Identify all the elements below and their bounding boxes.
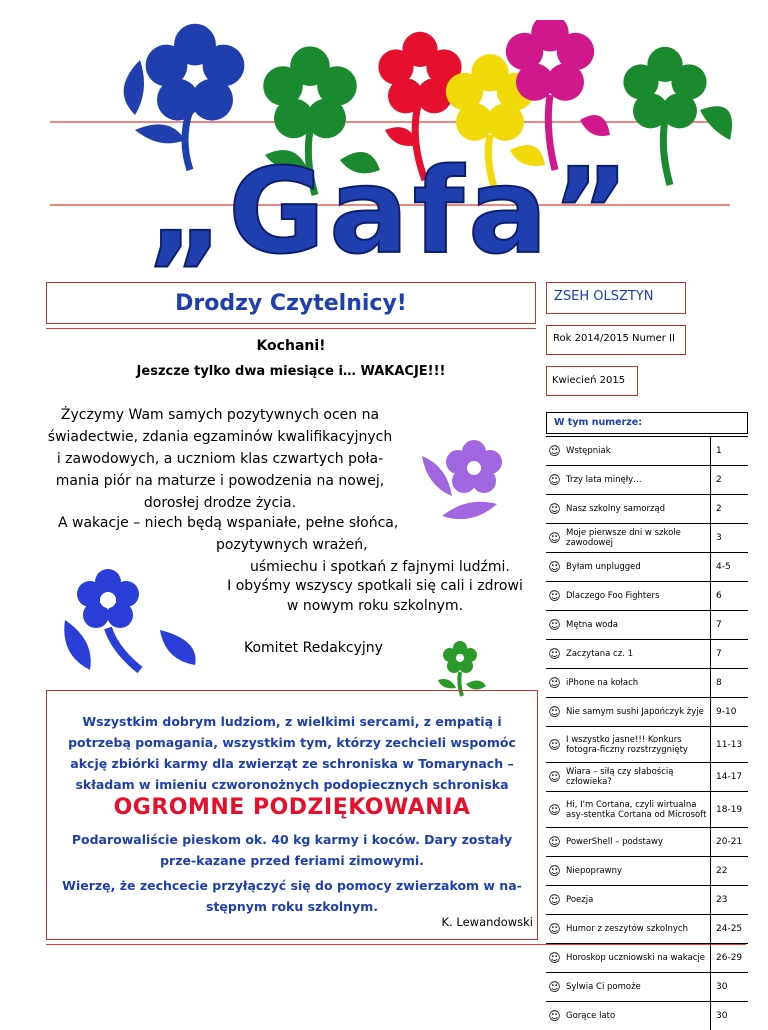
smiley-icon: ☺	[546, 828, 563, 857]
toc-row[interactable]	[546, 727, 748, 763]
smiley-icon: ☺	[546, 944, 563, 973]
toc-title: I wszystko jasne!!! Konkurs fotogra-ficzny rozstrzygnięty	[563, 727, 711, 763]
toc-page: 7	[711, 611, 749, 640]
toc-row[interactable]	[546, 553, 748, 582]
greeting-heading-box	[46, 282, 536, 324]
greeting-heading: Drodzy Czytelnicy!	[47, 291, 535, 316]
toc-title: Gorące lato	[563, 1002, 711, 1030]
toc-row[interactable]	[546, 524, 748, 553]
smiley-icon: ☺	[546, 611, 563, 640]
smiley-icon: ☺	[546, 857, 563, 886]
toc-title: Sylwia Ci pomoże	[563, 973, 711, 1002]
toc-page: 14-17	[711, 763, 749, 792]
toc-row[interactable]	[546, 698, 748, 727]
thanks-heading: OGROMNE PODZIĘKOWANIA	[47, 795, 537, 820]
toc-title: Horoskop uczniowski na wakacje	[563, 944, 711, 973]
thanks-box	[46, 690, 538, 940]
holiday-line: pozytywnych wrażeń,	[46, 534, 526, 556]
toc-page: 26-29	[711, 944, 749, 973]
smiley-icon: ☺	[546, 640, 563, 669]
toc-title: Mętna woda	[563, 611, 711, 640]
issue-number: Rok 2014/2015 Numer II	[553, 333, 675, 344]
toc-title: Nasz szkolny samorząd	[563, 495, 711, 524]
smiley-icon: ☺	[546, 495, 563, 524]
smiley-icon: ☺	[546, 466, 563, 495]
smiley-icon: ☺	[546, 973, 563, 1002]
toc-row[interactable]	[546, 495, 748, 524]
toc-row[interactable]	[546, 582, 748, 611]
toc-title: Wstępniak	[563, 437, 711, 466]
thanks-body-donation: Podarowaliście pieskom ok. 40 kg karmy i koców. Dary zostały prze-kazane przed feriami zimowymi.	[53, 829, 531, 871]
school-name: ZSEH OLSZTYN	[554, 289, 654, 304]
toc-page: 18-19	[711, 792, 749, 828]
wish-line: świadectwie, zdania egzaminów kwalifikacyjnych	[30, 426, 410, 448]
toc-title: Trzy lata minęły…	[563, 466, 711, 495]
wish-line: i zawodowych, a uczniom klas czwartych poła-	[30, 448, 410, 470]
toc-title: Zaczytana cz. 1	[563, 640, 711, 669]
meet-line: I obyśmy wszyscy spotkali się cali i zdrowi	[210, 576, 540, 596]
wish-paragraph	[30, 404, 410, 514]
toc-page: 22	[711, 857, 749, 886]
thanks-body-invite: Wierzę, że zechcecie przyłączyć się do pomocy zwierzakom w na-stępnym roku szkolnym.	[53, 875, 531, 917]
thanks-author: K. Lewandowski	[442, 915, 533, 929]
countdown-text: Jeszcze tylko dwa miesiące i… WAKACJE!!!	[46, 364, 536, 379]
green-flower-small-icon	[430, 636, 490, 698]
toc-page: 1	[711, 437, 749, 466]
toc-heading: W tym numerze:	[554, 417, 642, 428]
thanks-intro: Wszystkim dobrym ludziom, z wielkimi sercami, z empatią i potrzebą pomagania, wszystkim tym, którzy zechcieli wspomóc akcję zbiórki karmy dla zwierząt ze schroniska w Tomarynach – składam w imieniu czworonożnych podopiecznych schroniska	[53, 711, 531, 795]
toc-page: 2	[711, 495, 749, 524]
salutation: Kochani!	[46, 338, 536, 354]
toc-page: 30	[711, 973, 749, 1002]
issue-date: Kwiecień 2015	[552, 375, 625, 386]
toc-row[interactable]	[546, 886, 748, 915]
toc-title: Nie samym sushi Japończyk żyje	[563, 698, 711, 727]
toc-title: Humor z zeszytów szkolnych	[563, 915, 711, 944]
masthead-title: „Gafa”	[147, 142, 634, 280]
toc-row[interactable]	[546, 669, 748, 698]
toc-title: Niepoprawny	[563, 857, 711, 886]
toc-row[interactable]	[546, 466, 748, 495]
toc-row[interactable]	[546, 973, 748, 1002]
toc-title: Hi, I'm Cortana, czyli wirtualna asy-stentka Cortana od Microsoft	[563, 792, 711, 828]
toc-row[interactable]	[546, 944, 748, 973]
toc-page: 23	[711, 886, 749, 915]
smiley-icon: ☺	[546, 669, 563, 698]
smiley-icon: ☺	[546, 727, 563, 763]
smiley-icon: ☺	[546, 437, 563, 466]
toc-title: Moje pierwsze dni w szkole zawodowej	[563, 524, 711, 553]
wish-line: dorosłej drodze życia.	[30, 492, 410, 514]
toc-title: PowerShell – podstawy	[563, 828, 711, 857]
wish-line: mania piór na maturze i powodzenia na nowej,	[30, 470, 410, 492]
smiley-icon: ☺	[546, 763, 563, 792]
toc-page: 20-21	[711, 828, 749, 857]
masthead-banner	[40, 20, 740, 280]
toc-page: 11-13	[711, 727, 749, 763]
blue-flower-small-icon	[60, 560, 200, 680]
toc-page: 30	[711, 1002, 749, 1030]
toc-title: Byłam unplugged	[563, 553, 711, 582]
toc-page: 3	[711, 524, 749, 553]
toc-page: 24-25	[711, 915, 749, 944]
smiley-icon: ☺	[546, 698, 563, 727]
toc-title: iPhone na kołach	[563, 669, 711, 698]
toc-page: 6	[711, 582, 749, 611]
smiley-icon: ☺	[546, 792, 563, 828]
holiday-line: uśmiechu i spotkań z fajnymi ludźmi.	[46, 556, 526, 578]
school-name-box	[546, 282, 686, 314]
toc-row[interactable]	[546, 915, 748, 944]
purple-flower-icon	[412, 426, 522, 526]
smiley-icon: ☺	[546, 553, 563, 582]
toc-heading-box	[546, 412, 748, 434]
smiley-icon: ☺	[546, 582, 563, 611]
toc-row[interactable]	[546, 437, 748, 466]
toc-page: 9-10	[711, 698, 749, 727]
toc-row[interactable]	[546, 763, 748, 792]
toc-page: 8	[711, 669, 749, 698]
toc-title: Poezja	[563, 886, 711, 915]
greeting-signature: Komitet Redakcyjny	[244, 640, 383, 656]
toc-row[interactable]	[546, 611, 748, 640]
toc-row[interactable]	[546, 828, 748, 857]
toc-page: 2	[711, 466, 749, 495]
toc-page: 4-5	[711, 553, 749, 582]
smiley-icon: ☺	[546, 1002, 563, 1030]
smiley-icon: ☺	[546, 915, 563, 944]
toc-page: 7	[711, 640, 749, 669]
date-box	[546, 366, 638, 396]
meet-paragraph	[210, 576, 540, 616]
wish-line: Życzymy Wam samych pozytywnych ocen na	[30, 404, 410, 426]
smiley-icon: ☺	[546, 886, 563, 915]
toc-table	[546, 436, 748, 1030]
toc-title: Dlaczego Foo Fighters	[563, 582, 711, 611]
toc-row[interactable]	[546, 640, 748, 669]
green-flower-right-icon	[623, 47, 732, 185]
toc-title: Wiara – siłą czy słabością człowieka?	[563, 763, 711, 792]
toc-row[interactable]	[546, 792, 748, 828]
greeting-rule	[46, 328, 536, 329]
toc-row[interactable]	[546, 1002, 748, 1030]
meet-line: w nowym roku szkolnym.	[210, 596, 540, 616]
toc-row[interactable]	[546, 857, 748, 886]
smiley-icon: ☺	[546, 524, 563, 553]
issue-box	[546, 325, 686, 355]
holiday-line: A wakacje – niech będą wspaniałe, pełne słońca,	[46, 512, 526, 534]
